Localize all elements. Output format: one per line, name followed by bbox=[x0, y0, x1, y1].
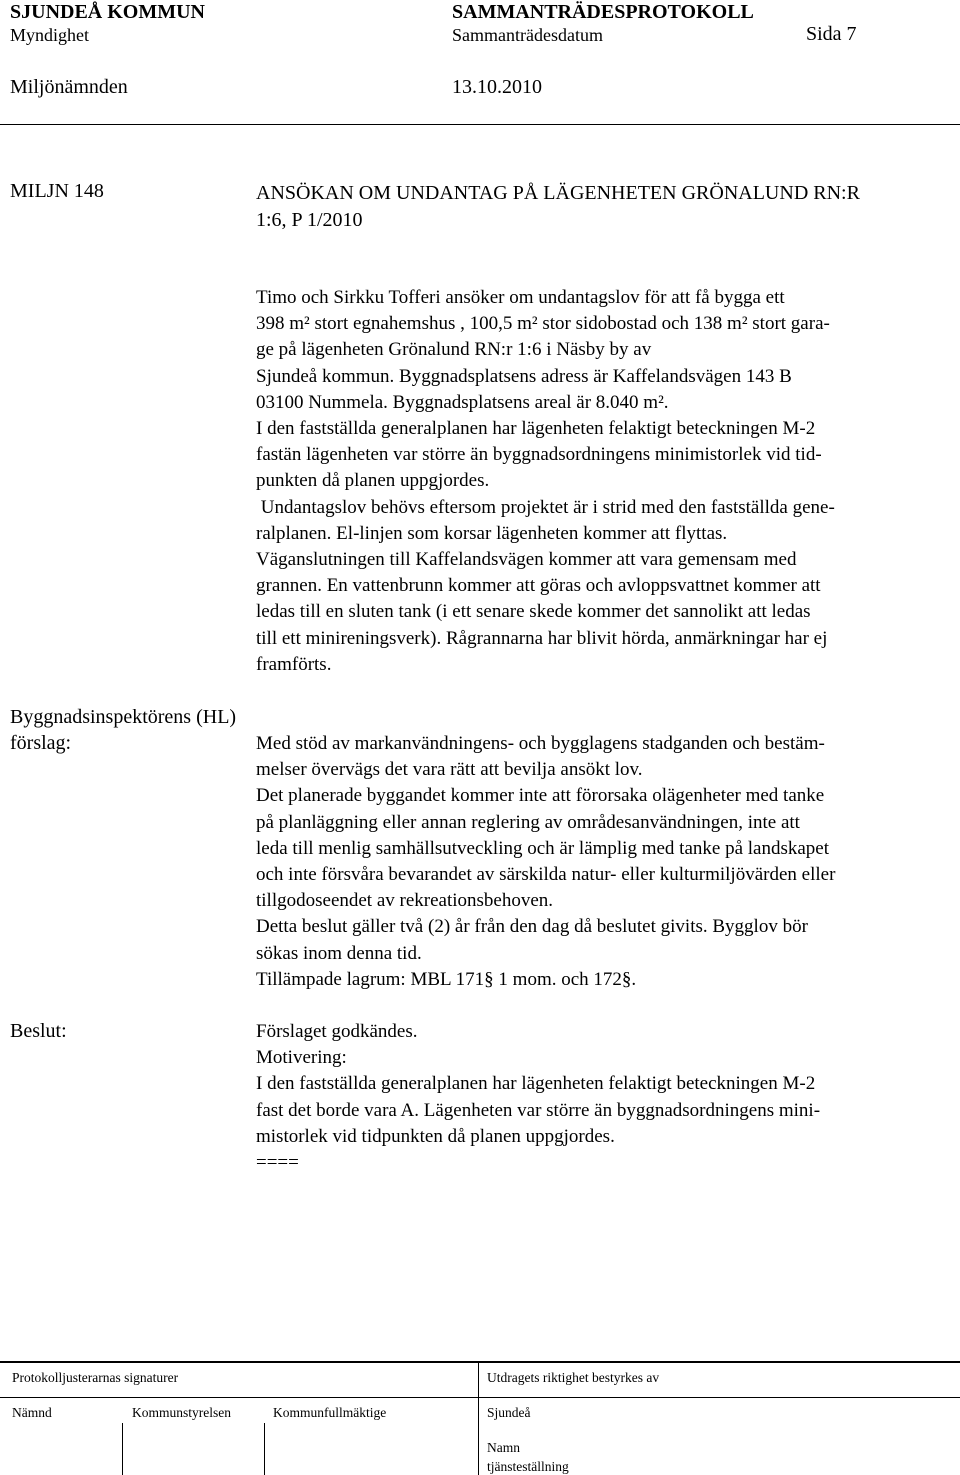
text-line: I den fastställda generalplanen har lägenheten felaktigt beteckningen M-2 bbox=[256, 418, 816, 440]
text-line: ralplanen. El-linjen som korsar lägenheten kommer att flyttas. bbox=[256, 522, 728, 544]
signatures-label: Protokolljusterarnas signaturer bbox=[12, 1370, 179, 1385]
footer-position-label: tjänsteställning bbox=[487, 1459, 569, 1474]
text-line: sökas inom denna tid. bbox=[256, 942, 422, 964]
text-line: Sjundeå kommun. Byggnadsplatsens adress är Kaffelandsvägen 143 B bbox=[256, 365, 792, 387]
case-title bbox=[256, 180, 956, 234]
text-line: leda till menlig samhällsutveckling och är lämplig med tanke på landskapet bbox=[256, 837, 830, 859]
signature-table bbox=[0, 1361, 960, 1475]
authority-name: Miljönämnden bbox=[10, 76, 128, 98]
page-number: Sida 7 bbox=[806, 23, 857, 45]
text-line: Detta beslut gäller två (2) år från den dag då beslutet givits. Bygglov bör bbox=[256, 916, 808, 938]
case-number: MILJN 148 bbox=[10, 180, 104, 202]
proposal-text bbox=[256, 731, 956, 993]
certified-label: Utdragets riktighet bestyrkes av bbox=[487, 1370, 660, 1385]
table-border-top bbox=[0, 1361, 960, 1363]
meeting-date: 13.10.2010 bbox=[452, 76, 542, 98]
text-line: grannen. En vattenbrunn kommer att göras och avloppsvattnet kommer att bbox=[256, 575, 821, 597]
text-line: Tillämpade lagrum: MBL 171§ 1 mom. och 172§. bbox=[256, 968, 637, 990]
text-line: Väganslutningen till Kaffelandsvägen kommer att vara gemensam med bbox=[256, 549, 797, 571]
case-description bbox=[256, 285, 956, 678]
authority-label: Myndighet bbox=[10, 25, 89, 45]
text-line: melser övervägs det vara rätt att bevilja ansökt lov. bbox=[256, 759, 643, 781]
text-line: fastän lägenheten var större än byggnadsordningens minimistorlek vid tid- bbox=[256, 444, 822, 466]
table-column-divider bbox=[478, 1361, 479, 1475]
text-line: ==== bbox=[256, 1152, 299, 1174]
document-type: SAMMANTRÄDESPROTOKOLL bbox=[452, 1, 754, 23]
text-line: framförts. bbox=[256, 653, 332, 675]
decision-label: Beslut: bbox=[10, 1020, 67, 1042]
text-line: I den fastställda generalplanen har lägenheten felaktigt beteckningen M-2 bbox=[256, 1073, 816, 1095]
text-line: Med stöd av markanvändningens- och bygglagens stadganden och bestäm- bbox=[256, 733, 825, 754]
header-divider bbox=[0, 124, 960, 125]
text-line: och inte försvåra bevarandet av särskilda natur- eller kulturmiljövärden eller bbox=[256, 864, 836, 886]
footer-col-board: Nämnd bbox=[12, 1405, 52, 1420]
text-line: Förslaget godkändes. bbox=[256, 1021, 418, 1042]
case-title-line: ANSÖKAN OM UNDANTAG PÅ LÄGENHETEN GRÖNALUND RN:R bbox=[256, 182, 860, 204]
text-line: Timo och Sirkku Tofferi ansöker om undantagslov för att få bygga ett bbox=[256, 287, 785, 308]
table-column-divider bbox=[122, 1423, 123, 1475]
footer-col-municipal-board: Kommunstyrelsen bbox=[132, 1405, 231, 1420]
text-line: mistorlek vid tidpunkten då planen uppgjordes. bbox=[256, 1125, 615, 1147]
table-row-divider bbox=[0, 1397, 960, 1398]
table-column-divider bbox=[264, 1423, 265, 1475]
proposal-label-line1: Byggnadsinspektörens (HL) bbox=[10, 706, 237, 728]
text-line: Motivering: bbox=[256, 1047, 347, 1069]
text-line: till ett minireningsverk). Rågrannarna har blivit hörda, anmärkningar har ej bbox=[256, 627, 828, 649]
meeting-date-label: Sammanträdesdatum bbox=[452, 25, 603, 45]
proposal-label-line2: förslag: bbox=[10, 732, 72, 754]
text-line: fast det borde vara A. Lägenheten var större än byggnadsordningens mini- bbox=[256, 1099, 821, 1121]
text-line: ge på lägenheten Grönalund RN:r 1:6 i Näsby by av bbox=[256, 339, 652, 361]
text-line: punkten då planen uppgjordes. bbox=[256, 470, 490, 492]
footer-place: Sjundeå bbox=[487, 1405, 531, 1420]
footer-col-council: Kommunfullmäktige bbox=[273, 1405, 387, 1420]
decision-text bbox=[256, 1019, 956, 1176]
text-line: på planläggning eller annan reglering av områdesanvändningen, inte att bbox=[256, 811, 800, 833]
footer-name-label: Namn bbox=[487, 1440, 520, 1455]
municipality-name: SJUNDEÅ KOMMUN bbox=[10, 1, 205, 23]
text-line: 03100 Nummela. Byggnadsplatsens areal är 8.040 m². bbox=[256, 391, 669, 413]
case-title-line: 1:6, P 1/2010 bbox=[256, 209, 363, 231]
text-line: ledas till en sluten tank (i ett senare skede kommer det sannolikt att ledas bbox=[256, 601, 811, 623]
text-line: tillgodoseendet av rekreationsbehoven. bbox=[256, 890, 554, 912]
text-line: Undantagslov behövs eftersom projektet är i strid med den fastställda gene- bbox=[256, 496, 835, 518]
text-line: 398 m² stort egnahemshus , 100,5 m² stor sidobostad och 138 m² stort gara- bbox=[256, 313, 830, 335]
text-line: Det planerade byggandet kommer inte att förorsaka olägenheter med tanke bbox=[256, 785, 825, 807]
